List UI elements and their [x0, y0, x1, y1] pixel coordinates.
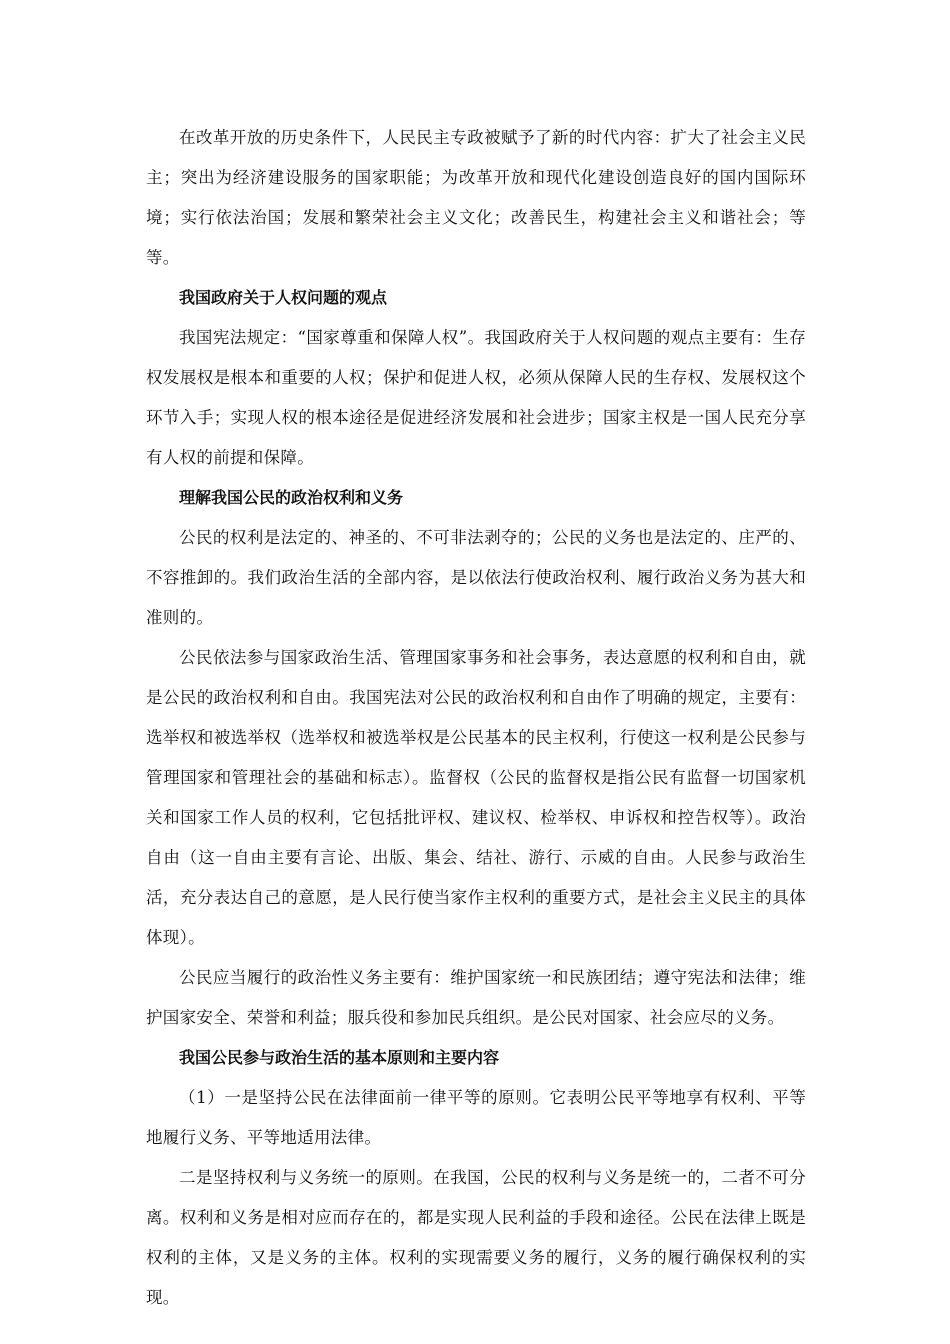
paragraph-equality-principle: （1）一是坚持公民在法律面前一律平等的原则。它表明公民平等地享有权利、平等地履行义务、平等地适用法律。 [146, 1088, 806, 1147]
document-body [146, 118, 806, 1318]
paragraph-rights-duties-unity: 二是坚持权利与义务统一的原则。在我国，公民的权利与义务是统一的，二者不可分离。权利和义务是相对应而存在的，都是实现人民利益的手段和途径。公民在法律上既是权利的主体，又是义务的主体。权利的实现需要义务的履行，义务的履行确保权利的实现。 [146, 1168, 806, 1307]
paragraph-human-rights: 我国宪法规定：“国家尊重和保障人权”。我国政府关于人权问题的观点主要有：生存权发展权是根本和重要的人权；保护和促进人权，必须从保障人民的生存权、发展权这个环节入手；实现人权的根本途径是促进经济发展和社会进步；国家主权是一国人民充分享有人权的前提和保障。 [146, 328, 806, 467]
section-heading-political-rights: 理解我国公民的政治权利和义务 [179, 488, 404, 507]
paragraph-political-rights-freedom: 公民依法参与国家政治生活、管理国家事务和社会事务，表达意愿的权利和自由，就是公民的政治权利和自由。我国宪法对公民的政治权利和自由作了明确的规定，主要有：选举权和被选举权（选举权和被选举权是公民基本的民主权利，行使这一权利是公民参与管理国家和管理社会的基础和标志）。监督权（公民的监督权是指公民有监督一切国家机关和国家工作人员的权利，它包括批评权、建议权、检举权、申诉权和控告权等）。政治自由（这一自由主要有言论、出版、集会、结社、游行、示威的自由。人民参与政治生活，充分表达自己的意愿，是人民行使当家作主权利的重要方式，是社会主义民主的具体体现）。 [146, 648, 806, 947]
paragraph-rights-statutory: 公民的权利是法定的、神圣的、不可非法剥夺的；公民的义务也是法定的、庄严的、不容推卸的。我们政治生活的全部内容，是以依法行使政治权利、履行政治义务为甚大和准则的。 [146, 528, 806, 627]
section-heading-participation-principles: 我国公民参与政治生活的基本原则和主要内容 [179, 1048, 500, 1067]
paragraph-people-democratic-dictatorship: 在改革开放的历史条件下，人民民主专政被赋予了新的时代内容：扩大了社会主义民主；突出为经济建设服务的国家职能；为改革开放和现代化建设创造良好的国内国际环境；实行依法治国；发展和繁荣社会主义文化；改善民生，构建社会主义和谐社会；等等。 [146, 128, 806, 267]
paragraph-political-duties: 公民应当履行的政治性义务主要有：维护国家统一和民族团结；遵守宪法和法律；维护国家安全、荣誉和利益；服兵役和参加民兵组织。是公民对国家、社会应尽的义务。 [146, 968, 806, 1027]
section-heading-human-rights: 我国政府关于人权问题的观点 [179, 288, 388, 307]
